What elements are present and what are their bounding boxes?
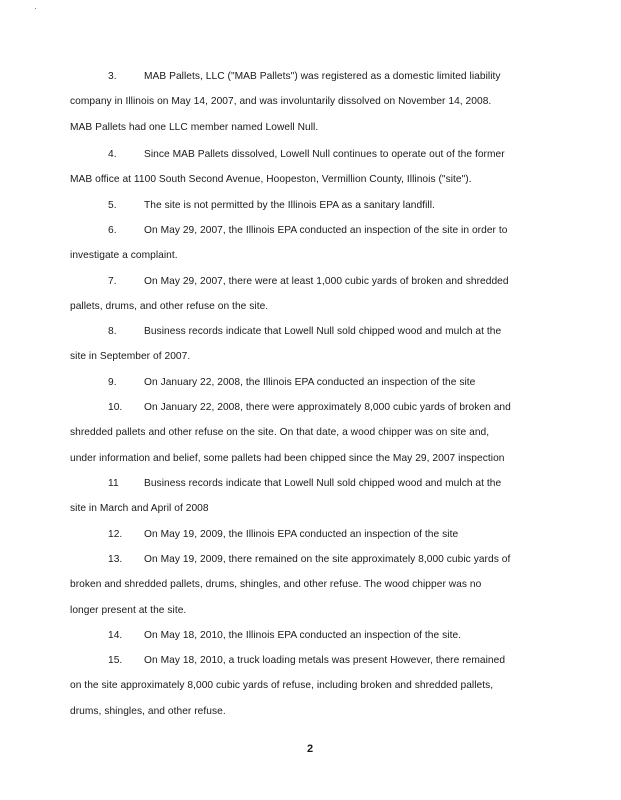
paragraph-4 [70, 142, 550, 193]
paragraph-10 [70, 395, 550, 471]
paragraph-6 [70, 218, 550, 269]
paragraph-text: On May 29, 2007, the Illinois EPA conducted an inspection of the site in order to [144, 225, 508, 236]
paragraph-line: shredded pallets and other refuse on the site. On that date, a wood chipper was on site and, [70, 427, 490, 439]
paragraph-first-line [70, 193, 550, 218]
paragraph-line: on the site approximately 8,000 cubic yards of refuse, including broken and shredded pallets, [70, 680, 494, 692]
paragraph-line: investigate a complaint. [70, 250, 178, 262]
paragraph-first-line [70, 218, 550, 243]
paragraph-number: 12. [108, 529, 123, 540]
paragraph-number: 14. [108, 630, 123, 641]
paragraph-number: 7. [108, 276, 117, 287]
paragraph-number: 15. [108, 655, 123, 666]
paragraph-8 [70, 319, 550, 370]
paragraph-line: longer present at the site. [70, 604, 187, 616]
paragraph-line: pallets, drums, and other refuse on the site. [70, 301, 269, 313]
paragraph-number: 6. [108, 225, 117, 236]
paragraph-text: On May 19, 2009, there remained on the site approximately 8,000 cubic yards of [144, 554, 511, 565]
paragraph-first-line [70, 269, 550, 294]
paragraph-text: On January 22, 2008, there were approximately 8,000 cubic yards of broken and [144, 402, 511, 413]
paragraph-first-line [70, 319, 550, 344]
paragraph-first-line [70, 64, 550, 89]
paragraph-line: company in Illinois on May 14, 2007, and was involuntarily dissolved on November 14, 2008. [70, 96, 492, 108]
paragraph-first-line [70, 395, 550, 420]
paragraph-first-line [70, 547, 550, 572]
paragraph-line: site in September of 2007. [70, 351, 191, 363]
paragraph-15 [70, 648, 550, 724]
paragraph-first-line [70, 648, 550, 673]
paragraph-number: 11 [108, 478, 119, 489]
paragraph-first-line [70, 142, 550, 167]
paragraph-13 [70, 547, 550, 623]
paragraph-number: 3. [108, 71, 117, 82]
paragraph-12 [70, 522, 550, 547]
paragraph-number: 10. [108, 402, 123, 413]
paragraph-line: broken and shredded pallets, drums, shingles, and other refuse. The wood chipper was no [70, 579, 482, 591]
paragraph-5 [70, 193, 550, 218]
paragraph-7 [70, 269, 550, 320]
paragraph-text: On May 18, 2010, the Illinois EPA conducted an inspection of the site. [144, 630, 462, 641]
paragraph-text: The site is not permitted by the Illinois EPA as a sanitary landfill. [144, 200, 435, 211]
paragraph-line: under information and belief, some pallets had been chipped since the May 29, 2007 inspection [70, 452, 505, 464]
paragraph-text: On January 22, 2008, the Illinois EPA conducted an inspection of the site [144, 377, 476, 388]
paragraph-line: site in March and April of 2008 [70, 503, 209, 515]
paragraph-number: 8. [108, 326, 117, 337]
paragraph-first-line [70, 623, 550, 648]
paragraph-line: MAB office at 1100 South Second Avenue, Hoopeston, Vermillion County, Illinois ("site"). [70, 174, 472, 186]
paragraph-11 [70, 471, 550, 522]
paragraph-number: 5. [108, 200, 117, 211]
paragraph-line: drums, shingles, and other refuse. [70, 705, 226, 717]
paragraph-text: On May 29, 2007, there were at least 1,000 cubic yards of broken and shredded [144, 276, 509, 287]
page-number: 2 [306, 743, 314, 755]
paragraph-text: MAB Pallets, LLC ("MAB Pallets") was registered as a domestic limited liability [144, 71, 501, 82]
paragraph-9 [70, 370, 550, 395]
paragraph-number: 4. [108, 149, 117, 160]
paragraph-14 [70, 623, 550, 648]
paragraph-first-line [70, 522, 550, 547]
paragraph-first-line [70, 370, 550, 395]
paragraph-text: Business records indicate that Lowell Null sold chipped wood and mulch at the [144, 478, 502, 489]
paragraph-text: On May 19, 2009, the Illinois EPA conducted an inspection of the site [144, 529, 459, 540]
paragraph-line: MAB Pallets had one LLC member named Lowell Null. [70, 121, 319, 133]
paragraph-text: Business records indicate that Lowell Null sold chipped wood and mulch at the [144, 326, 502, 337]
scan-speck [35, 8, 36, 9]
paragraph-first-line [70, 471, 550, 496]
paragraph-number: 9. [108, 377, 117, 388]
paragraph-text: Since MAB Pallets dissolved, Lowell Null continues to operate out of the former [144, 149, 505, 160]
paragraph-3 [70, 64, 550, 140]
paragraph-number: 13. [108, 554, 123, 565]
paragraph-text: On May 18, 2010, a truck loading metals was present However, there remained [144, 655, 506, 666]
